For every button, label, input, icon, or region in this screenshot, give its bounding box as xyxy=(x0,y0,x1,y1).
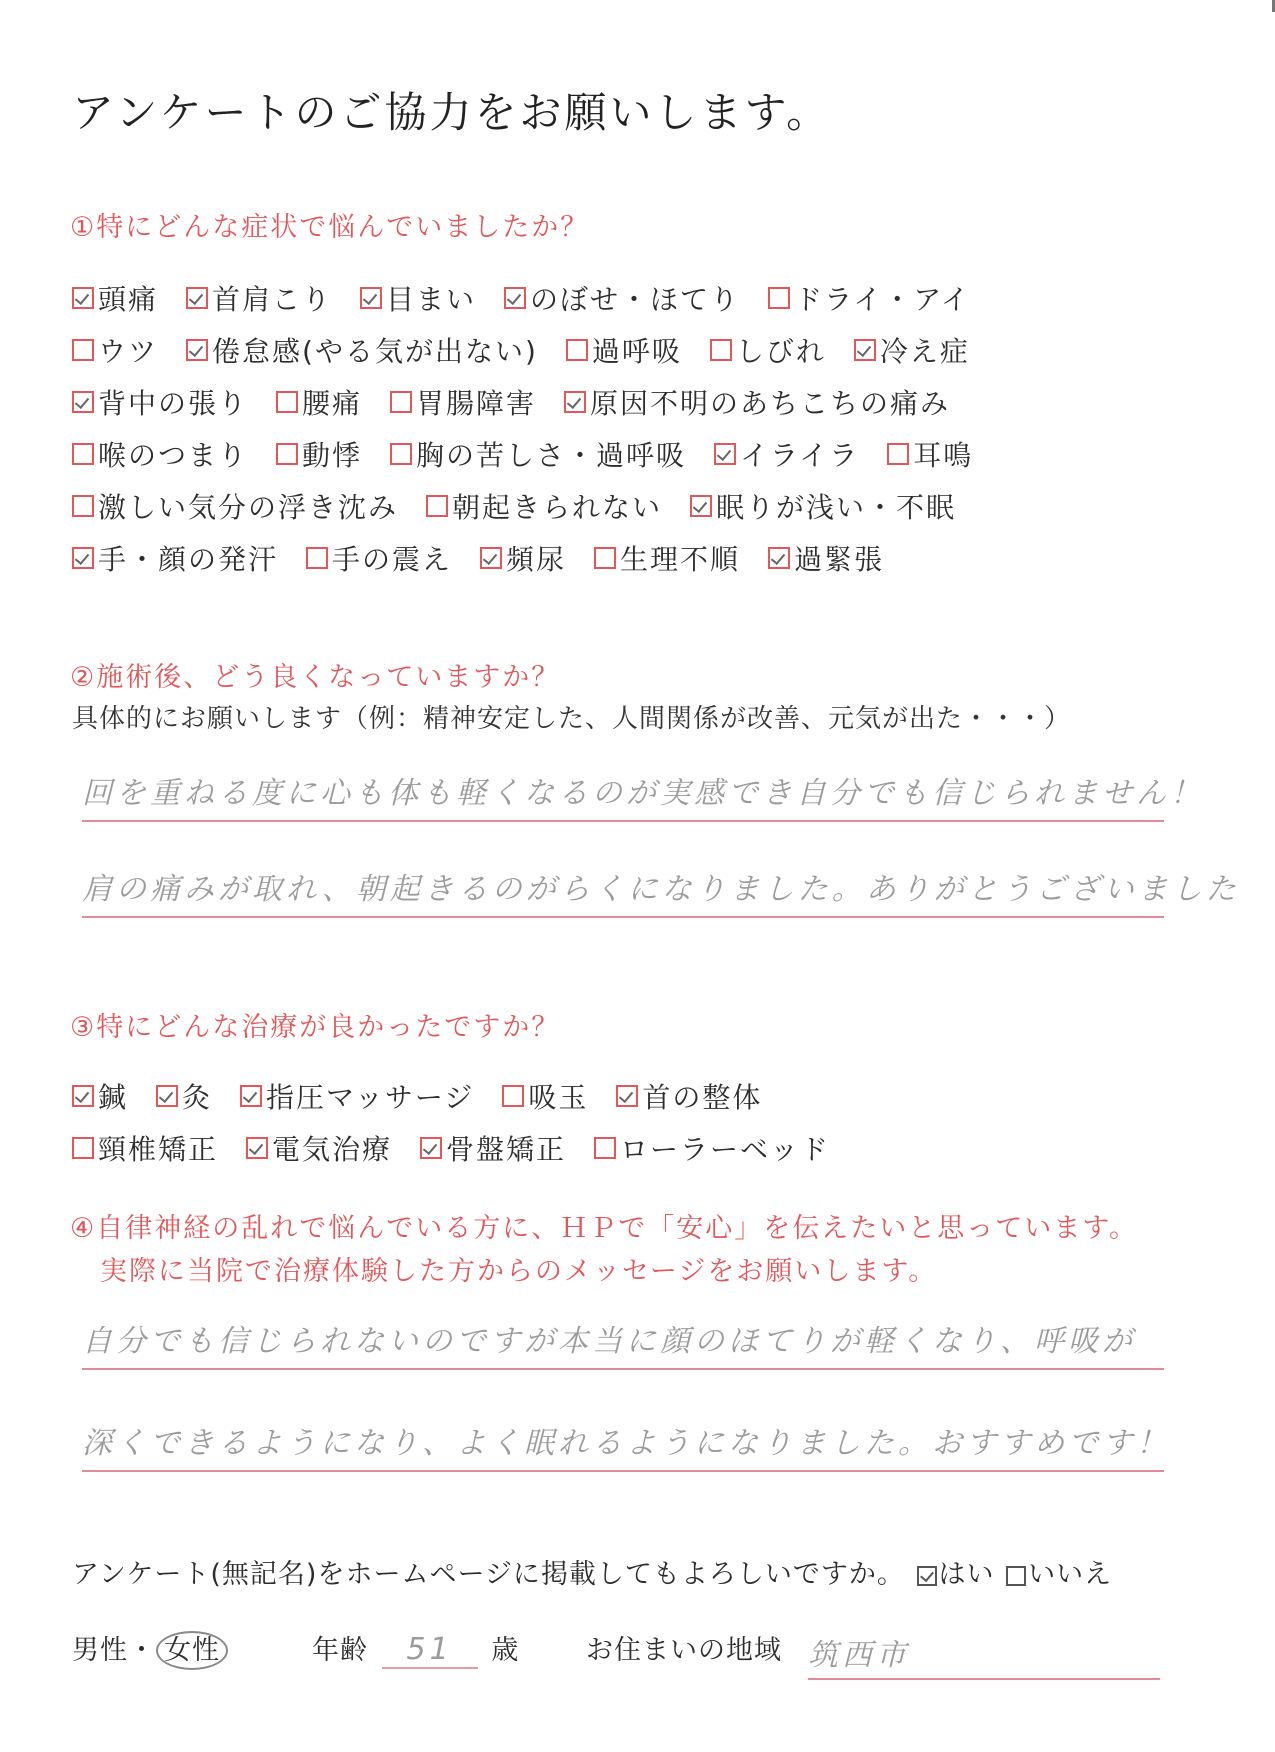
age-input[interactable]: 51 xyxy=(382,1632,478,1669)
q1-checkbox[interactable] xyxy=(480,547,502,569)
q3-option[interactable] xyxy=(72,1076,128,1116)
q1-checkbox[interactable] xyxy=(710,339,732,361)
q3-option-label: 鍼 xyxy=(98,1081,129,1114)
q1-option[interactable] xyxy=(360,278,476,318)
q3-option[interactable] xyxy=(502,1076,588,1116)
region-label: お住まいの地域 xyxy=(586,1635,782,1666)
q3-row xyxy=(72,1076,858,1116)
q1-option[interactable] xyxy=(426,486,662,526)
q1-option-label: 倦怠感(やる気が出ない) xyxy=(212,335,538,368)
age-label: 年齢 xyxy=(312,1635,368,1666)
q3-heading: ③特にどんな治療が良かったですか？ xyxy=(70,1012,561,1043)
q3-option[interactable] xyxy=(594,1128,830,1168)
q2-subtext: 具体的にお願いします（例：精神安定した、人間関係が改善、元気が出た・・・） xyxy=(72,704,1072,734)
q3-option-label: 灸 xyxy=(182,1081,213,1114)
q2-answer-line-2[interactable] xyxy=(82,864,1240,918)
q2-answer-1: 回を重ねる度に心も体も軽くなるのが実感でき自分でも信じられません！ xyxy=(82,776,1204,811)
region-field-label-wrap xyxy=(586,1628,782,1667)
q1-checkbox[interactable] xyxy=(276,443,298,465)
q1-option[interactable] xyxy=(72,382,248,422)
q3-option-label: 指圧マッサージ xyxy=(266,1081,475,1114)
q1-option[interactable] xyxy=(390,434,686,474)
q2-answer-2: 肩の痛みが取れ、朝起きるのがらくになりました。ありがとうございました xyxy=(82,872,1240,907)
gender-field xyxy=(72,1628,228,1667)
q3-checkbox[interactable] xyxy=(594,1137,616,1159)
q1-option-label: しびれ xyxy=(735,335,826,368)
q3-checkbox[interactable] xyxy=(502,1085,524,1107)
q3-checklist xyxy=(72,1076,858,1180)
q1-option[interactable] xyxy=(690,486,956,526)
q1-option-label: 腰痛 xyxy=(302,387,363,420)
q1-option-label: 目まい xyxy=(386,283,477,316)
q3-row xyxy=(72,1128,858,1168)
q1-option-label: 動悸 xyxy=(302,439,363,472)
consent-yes-checkbox[interactable] xyxy=(917,1566,937,1586)
region-input[interactable] xyxy=(808,1630,1160,1680)
q1-option-label: 耳鳴 xyxy=(913,439,974,472)
q1-option-label: 朝起きられない xyxy=(452,491,663,524)
q1-option-label: 背中の張り xyxy=(98,387,249,420)
q1-option-label: 頻尿 xyxy=(506,543,567,576)
q1-checkbox[interactable] xyxy=(72,339,94,361)
q4-heading-line-1: ④自律神経の乱れで悩んでいる方に、ＨＰで「安心」を伝えたいと思っています。 xyxy=(70,1213,1139,1244)
age-unit: 歳 xyxy=(491,1635,520,1666)
q1-checkbox[interactable] xyxy=(690,495,712,517)
q4-heading-line-2: 実際に当院で治療体験した方からのメッセージをお願いします。 xyxy=(100,1256,938,1287)
q1-option-label: イライラ xyxy=(740,439,860,472)
q1-option[interactable] xyxy=(504,278,740,318)
consent-yes-label: はい xyxy=(938,1559,995,1590)
q3-option[interactable] xyxy=(616,1076,762,1116)
q4-answer-2: 深くできるようになり、よく眠れるようになりました。おすすめです！ xyxy=(82,1426,1171,1461)
q1-checkbox[interactable] xyxy=(72,547,94,569)
q1-option-label: 手・顔の発汗 xyxy=(98,543,279,576)
q1-option-label: 冷え症 xyxy=(879,335,970,368)
q3-option-label: 首の整体 xyxy=(642,1081,763,1114)
q1-option[interactable] xyxy=(566,330,682,370)
q1-checkbox[interactable] xyxy=(390,391,412,413)
q3-option-label: 電気治療 xyxy=(272,1133,393,1166)
q1-option[interactable] xyxy=(714,434,859,474)
q4-answer-1: 自分でも信じられないのですが本当に顔のほてりが軽くなり、呼吸が xyxy=(82,1324,1136,1359)
consent-row xyxy=(72,1552,1112,1591)
q3-option-label: ローラーベッド xyxy=(620,1133,831,1166)
q1-option[interactable] xyxy=(186,330,538,370)
q1-option[interactable] xyxy=(480,538,566,578)
q1-option-label: 過緊張 xyxy=(794,543,885,576)
q1-option[interactable] xyxy=(306,538,452,578)
q1-option-label: 頭痛 xyxy=(98,283,159,316)
q1-checkbox[interactable] xyxy=(426,495,448,517)
q1-checkbox[interactable] xyxy=(276,391,298,413)
q1-row xyxy=(72,382,1001,422)
q1-row xyxy=(72,278,1001,318)
q1-checkbox[interactable] xyxy=(186,339,208,361)
q3-checkbox[interactable] xyxy=(240,1085,262,1107)
q1-option-label: 首肩こり xyxy=(212,283,333,316)
q4-answer-line-2[interactable] xyxy=(82,1418,1171,1472)
q1-option[interactable] xyxy=(887,434,973,474)
q3-option[interactable] xyxy=(246,1128,392,1168)
q1-option-label: ウツ xyxy=(98,335,159,368)
q3-checkbox[interactable] xyxy=(156,1085,178,1107)
q1-option[interactable] xyxy=(854,330,970,370)
q1-option-label: 過呼吸 xyxy=(591,335,682,368)
consent-text: アンケート(無記名)をホームページに掲載してもよろしいですか。 xyxy=(72,1559,905,1590)
q1-option-label: のぼせ・ほてり xyxy=(530,283,741,316)
q1-option-label: 喉のつまり xyxy=(98,439,249,472)
q1-checkbox[interactable] xyxy=(714,443,736,465)
gender-female-option[interactable]: 女性 xyxy=(156,1631,228,1670)
age-field xyxy=(312,1628,519,1669)
gender-male-option[interactable]: 男性 xyxy=(72,1635,128,1666)
q2-heading: ②施術後、どう良くなっていますか？ xyxy=(70,662,561,693)
q1-option[interactable] xyxy=(72,434,248,474)
q3-option[interactable] xyxy=(240,1076,474,1116)
q1-option-label: 生理不順 xyxy=(620,543,741,576)
q1-option-label: 激しい気分の浮き沈み xyxy=(98,491,399,524)
q1-checkbox[interactable] xyxy=(390,443,412,465)
q1-row xyxy=(72,538,1001,578)
q3-option-label: 頸椎矯正 xyxy=(98,1133,219,1166)
q1-option[interactable] xyxy=(186,278,332,318)
q1-option[interactable] xyxy=(72,538,278,578)
q3-checkbox[interactable] xyxy=(72,1137,94,1159)
q3-option[interactable] xyxy=(420,1128,566,1168)
q1-checkbox[interactable] xyxy=(360,287,382,309)
q1-option-label: ドライ・アイ xyxy=(794,283,971,316)
q1-checkbox[interactable] xyxy=(72,495,94,517)
q3-option-label: 骨盤矯正 xyxy=(446,1133,567,1166)
q3-option[interactable] xyxy=(72,1128,218,1168)
q3-checkbox[interactable] xyxy=(72,1085,94,1107)
q4-answer-line-1[interactable] xyxy=(82,1316,1164,1370)
q1-checkbox[interactable] xyxy=(768,547,790,569)
q1-checkbox[interactable] xyxy=(854,339,876,361)
q1-checkbox[interactable] xyxy=(594,547,616,569)
q1-option-label: 眠りが浅い・不眠 xyxy=(716,491,957,524)
q1-checklist xyxy=(72,278,1001,590)
q1-checkbox[interactable] xyxy=(72,391,94,413)
q1-checkbox[interactable] xyxy=(564,391,586,413)
q1-checkbox[interactable] xyxy=(566,339,588,361)
q1-option[interactable] xyxy=(564,382,950,422)
q1-row xyxy=(72,434,1001,474)
q3-checkbox[interactable] xyxy=(246,1137,268,1159)
q1-option[interactable] xyxy=(768,278,971,318)
consent-no-checkbox[interactable] xyxy=(1006,1566,1026,1586)
q1-row xyxy=(72,330,1001,370)
q1-checkbox[interactable] xyxy=(768,287,790,309)
q1-option-label: 胸の苦しさ・過呼吸 xyxy=(416,439,687,472)
q1-row xyxy=(72,486,1001,526)
q1-option[interactable] xyxy=(710,330,826,370)
q1-option[interactable] xyxy=(594,538,740,578)
q3-option-label: 吸玉 xyxy=(528,1081,589,1114)
q1-option-label: 手の震え xyxy=(332,543,453,576)
consent-no-label: いいえ xyxy=(1028,1559,1113,1590)
q1-option[interactable] xyxy=(276,382,362,422)
q1-heading: ①特にどんな症状で悩んでいましたか？ xyxy=(70,212,590,243)
q1-option[interactable] xyxy=(276,434,362,474)
q1-option[interactable] xyxy=(72,486,398,526)
q1-checkbox[interactable] xyxy=(186,287,208,309)
q1-checkbox[interactable] xyxy=(504,287,526,309)
q1-option-label: 胃腸障害 xyxy=(416,387,537,420)
q1-checkbox[interactable] xyxy=(887,443,909,465)
q3-checkbox[interactable] xyxy=(420,1137,442,1159)
region-value: 筑西市 xyxy=(808,1638,910,1673)
q1-option[interactable] xyxy=(72,278,158,318)
q3-checkbox[interactable] xyxy=(616,1085,638,1107)
q1-option[interactable] xyxy=(768,538,884,578)
q1-option[interactable] xyxy=(72,330,158,370)
page-title: アンケートのご協力をお願いします。 xyxy=(72,88,832,137)
q1-checkbox[interactable] xyxy=(72,287,94,309)
q2-answer-line-1[interactable] xyxy=(82,768,1204,822)
q3-option[interactable] xyxy=(156,1076,212,1116)
q1-option-label: 原因不明のあちこちの痛み xyxy=(590,387,951,420)
q1-checkbox[interactable] xyxy=(72,443,94,465)
q1-checkbox[interactable] xyxy=(306,547,328,569)
q1-option[interactable] xyxy=(390,382,536,422)
gender-separator: ・ xyxy=(128,1635,156,1666)
